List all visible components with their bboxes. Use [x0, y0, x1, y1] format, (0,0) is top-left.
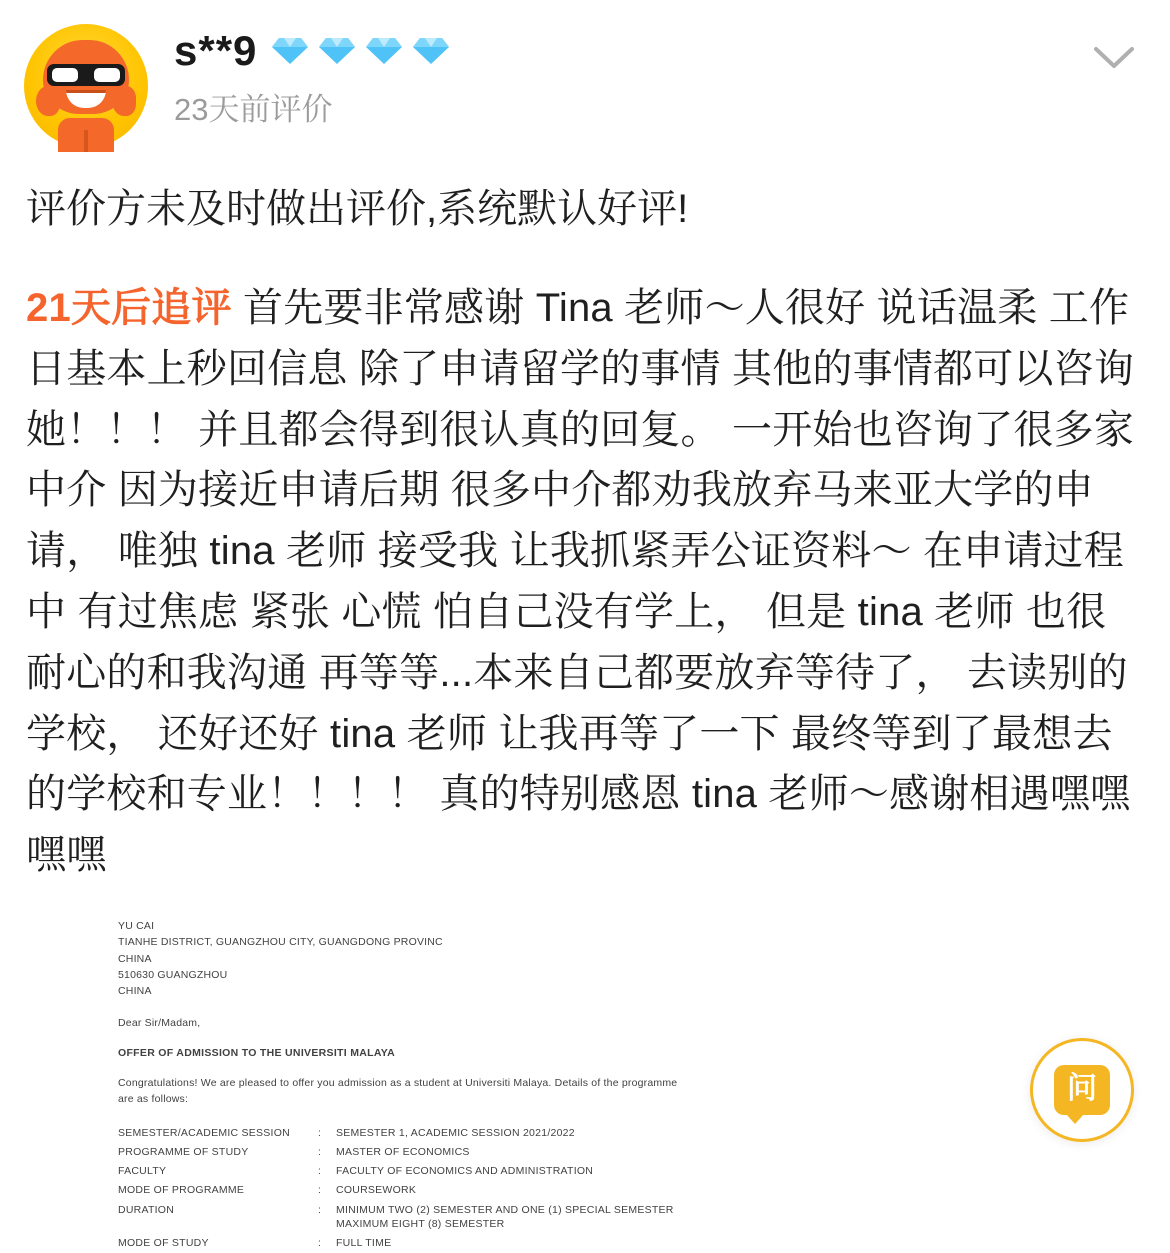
address-line: CHINA — [118, 985, 152, 998]
address-line: 510630 GUANGZHOU — [118, 968, 228, 981]
diamond-icon — [318, 36, 356, 66]
detail-colon: : — [318, 1184, 322, 1197]
table-row — [118, 1143, 818, 1162]
address-line: TIANHE DISTRICT, GUANGZHOU CITY, GUANGDONG PROVINC — [118, 936, 443, 949]
avatar-torso — [58, 118, 114, 152]
detail-value-line: MAXIMUM EIGHT (8) SEMESTER — [336, 1217, 505, 1230]
detail-value — [336, 1162, 818, 1181]
diamond-icon — [271, 36, 309, 66]
rating-diamonds — [271, 36, 450, 66]
detail-key: PROGRAMME OF STUDY — [118, 1146, 249, 1159]
detail-value-line: SEMESTER 1, ACADEMIC SESSION 2021/2022 — [336, 1126, 575, 1139]
review-time: 23天前评价 — [174, 92, 333, 127]
detail-colon: : — [318, 1165, 322, 1178]
offer-letter-subject: OFFER OF ADMISSION TO THE UNIVERSITI MALAYA — [118, 1046, 395, 1059]
ask-bubble-icon — [1054, 1065, 1110, 1115]
detail-value-line: FULL TIME — [336, 1236, 392, 1249]
avatar-sunglasses-icon — [47, 64, 125, 86]
avatar-lens-left — [52, 68, 78, 82]
detail-value-line: MINIMUM TWO (2) SEMESTER AND ONE (1) SPECIAL SEMESTER — [336, 1203, 674, 1216]
detail-key: DURATION — [118, 1203, 175, 1216]
detail-value — [336, 1200, 818, 1233]
offer-letter-details-table — [118, 1123, 818, 1252]
avatar-lens-right — [94, 68, 120, 82]
offer-letter-address — [118, 918, 818, 999]
review-body — [0, 182, 1170, 1253]
table-row — [118, 1162, 818, 1181]
detail-value — [336, 1233, 818, 1252]
chevron-down-icon[interactable] — [1092, 42, 1136, 72]
detail-colon: : — [318, 1126, 322, 1139]
first-comment-text: 评价方未及时做出评价,系统默认好评! — [26, 187, 689, 231]
detail-key: MODE OF PROGRAMME — [118, 1184, 245, 1197]
detail-key: FACULTY — [118, 1165, 167, 1178]
offer-letter — [118, 912, 818, 1253]
table-row — [118, 1233, 818, 1252]
avatar-torso-line — [84, 130, 88, 152]
detail-value-line: FACULTY OF ECONOMICS AND ADMINISTRATION — [336, 1165, 594, 1178]
address-line: CHINA — [118, 952, 152, 965]
avatar[interactable] — [24, 24, 148, 148]
review-header — [0, 0, 1170, 148]
diamond-icon — [365, 36, 403, 66]
attachment-image[interactable] — [118, 912, 818, 1253]
address-line: YU CAI — [118, 919, 155, 932]
followup-tag: 21天后追评 — [26, 286, 232, 330]
header-text — [174, 24, 1146, 125]
detail-colon: : — [318, 1146, 322, 1159]
followup-comment — [26, 278, 1144, 886]
detail-colon: : — [318, 1236, 322, 1249]
username-row — [174, 27, 1146, 74]
detail-key: MODE OF STUDY — [118, 1236, 209, 1249]
detail-colon: : — [318, 1203, 322, 1216]
table-row — [118, 1181, 818, 1200]
detail-value — [336, 1143, 818, 1162]
ask-button[interactable] — [1030, 1038, 1134, 1142]
table-row — [118, 1123, 818, 1142]
detail-value-line: COURSEWORK — [336, 1184, 417, 1197]
username: s**9 — [174, 27, 258, 74]
offer-letter-salutation: Dear Sir/Madam, — [118, 1017, 201, 1030]
table-row — [118, 1200, 818, 1233]
detail-key: SEMESTER/ACADEMIC SESSION — [118, 1126, 290, 1139]
diamond-icon — [412, 36, 450, 66]
offer-letter-intro: Congratulations! We are pleased to offer you admission as a student at Universiti Malaya. Details of the programme are as follows: — [118, 1076, 678, 1106]
ask-button-label: 问 — [1067, 1072, 1097, 1105]
detail-value — [336, 1123, 818, 1142]
detail-value-line: MASTER OF ECONOMICS — [336, 1146, 470, 1159]
detail-value — [336, 1181, 818, 1200]
followup-text: 首先要非常感谢 Tina 老师～人很好 说话温柔 工作日基本上秒回信息 除了申请留学的事情 其他的事情都可以咨询她！！！ 并且都会得到很认真的回复。 一开始也咨询了很多家中介 因为接近申请后期 很多中介都劝我放弃马来亚大学的申请， 唯独 tina 老师 接受我 让我抓紧弄公证资料～ 在申请过程中 有过焦虑 紧张 心慌 怕自己没有学上， 但是 tina 老师 也很耐心的和我沟通 再等等...本来自己都要放弃等待了， 去读别的学校， 还好还好 tina 老师 让我再等了一下 最终等到了最想去的学校和专业！！！！ 真的特别感恩 tina 老师～感谢相遇嘿嘿嘿嘿 — [26, 286, 1135, 878]
